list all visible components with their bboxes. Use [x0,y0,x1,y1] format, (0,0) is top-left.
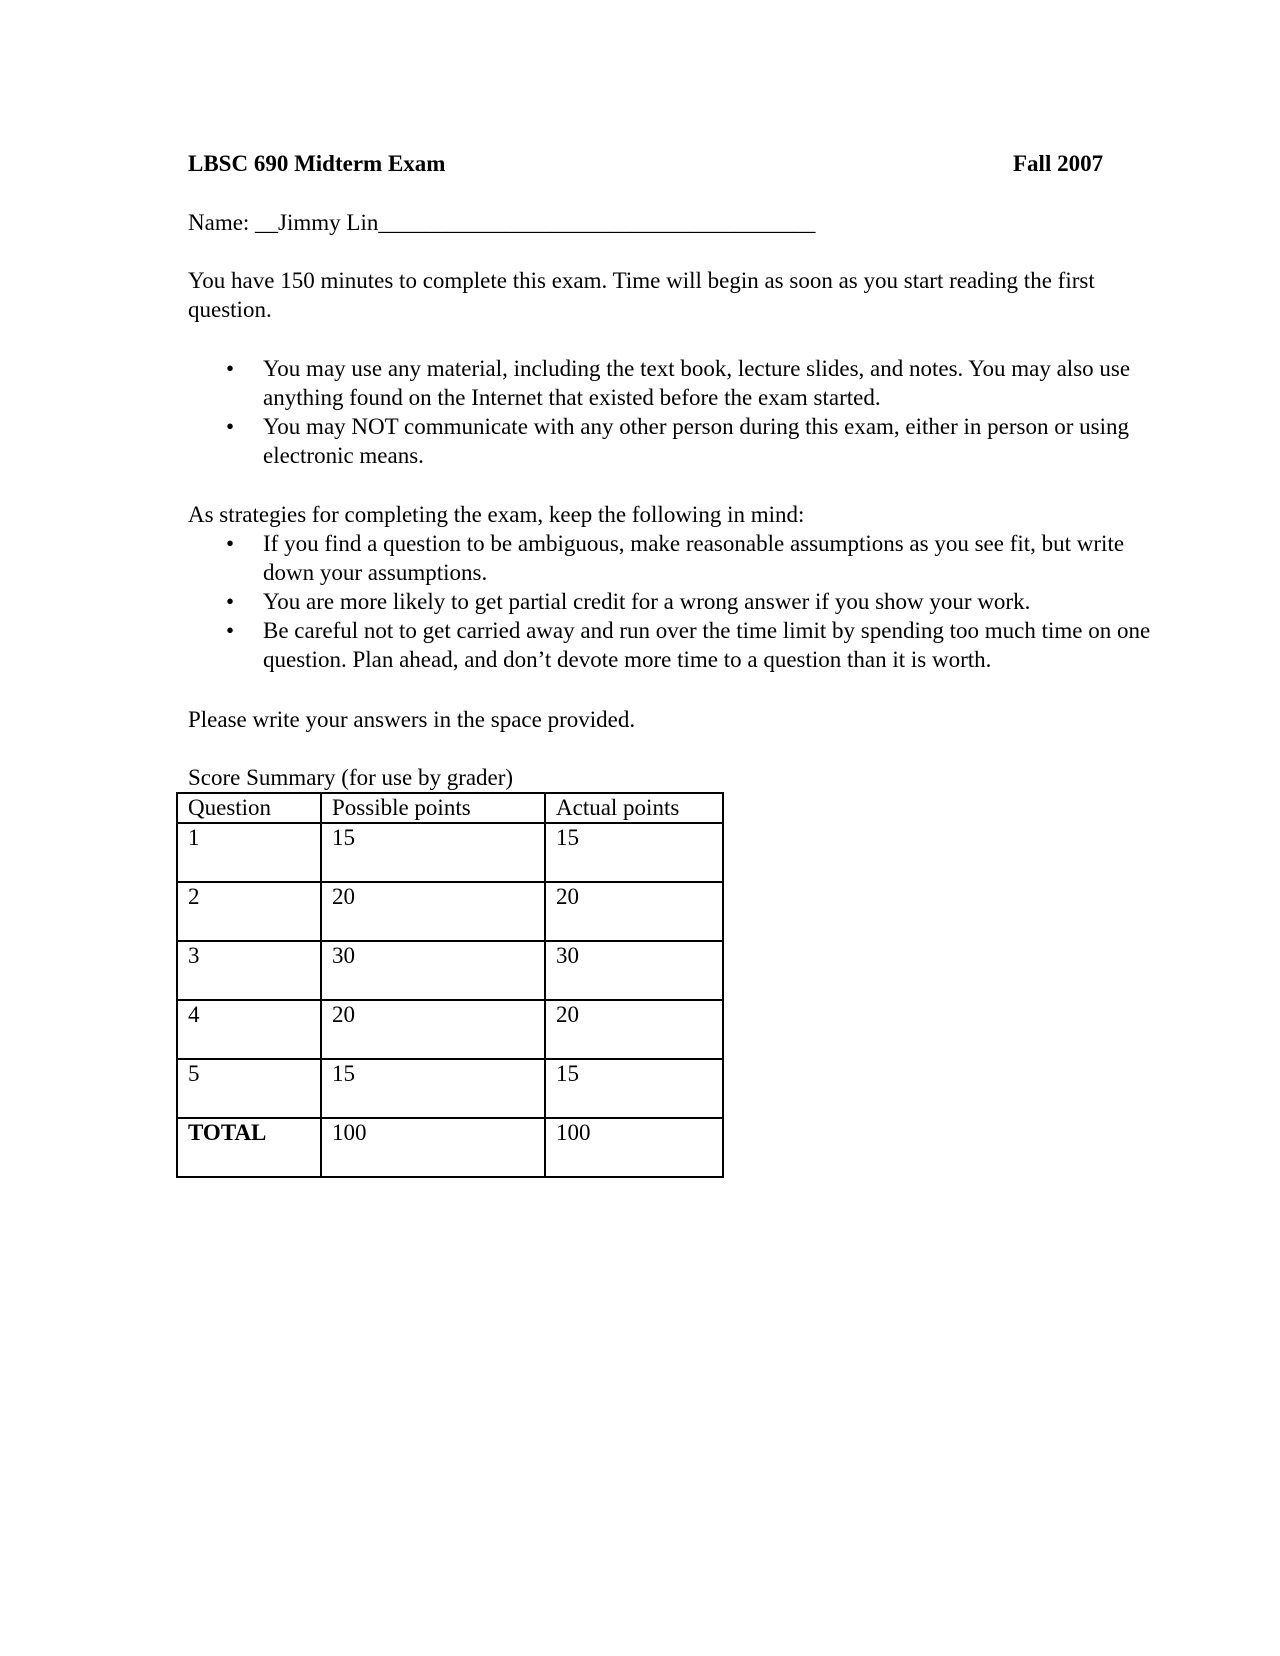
bullet-icon: • [226,356,235,381]
actual-points-cell: 20 [545,1000,723,1059]
exam-rules-list [188,354,1168,470]
possible-points-cell: 20 [321,1000,545,1059]
answers-note: Please write your answers in the space provided. [188,707,636,732]
list-item [188,354,1168,412]
strategies-list [188,529,1168,674]
possible-points-cell: 20 [321,882,545,941]
exam-title: LBSC 690 Midterm Exam [188,151,446,176]
table-row [177,941,723,1000]
possible-points-total-cell: 100 [321,1118,545,1177]
table-header-row [177,793,723,823]
question-cell: 3 [177,941,321,1000]
bullet-icon: • [226,531,235,556]
possible-points-cell: 15 [321,1059,545,1118]
bullet-icon: • [226,414,235,439]
header-question: Question [177,793,321,823]
total-label-cell: TOTAL [177,1118,321,1177]
actual-points-cell: 20 [545,882,723,941]
rule-text: You may use any material, including the text book, lecture slides, and notes. You may also use anything found on the Internet that existed before the exam started. [263,356,1131,410]
question-cell: 5 [177,1059,321,1118]
table-total-row [177,1118,723,1177]
header-possible-points: Possible points [321,793,545,823]
list-item [188,412,1168,470]
question-cell: 4 [177,1000,321,1059]
student-name-line: Name: __Jimmy Lin______________________________________ [188,210,816,235]
rule-text: You may NOT communicate with any other person during this exam, either in person or using electronic means. [263,414,1129,468]
question-cell: 1 [177,823,321,882]
possible-points-cell: 15 [321,823,545,882]
exam-term: Fall 2007 [1013,151,1104,176]
table-row [177,1000,723,1059]
list-item [188,616,1168,674]
header-actual-points: Actual points [545,793,723,823]
strategies-heading: As strategies for completing the exam, keep the following in mind: [188,502,805,527]
actual-points-cell: 15 [545,1059,723,1118]
strategy-text: If you find a question to be ambiguous, make reasonable assumptions as you see fit, but write down your assumptions. [263,531,1125,585]
list-item [188,529,1168,587]
exam-instructions-intro: You have 150 minutes to complete this exam. Time will begin as soon as you start reading the first question. [188,268,1095,322]
bullet-icon: • [226,589,235,614]
strategy-text: Be careful not to get carried away and run over the time limit by spending too much time on one question. Plan ahead, and don’t devote more time to a question than it is worth. [263,618,1151,672]
actual-points-cell: 15 [545,823,723,882]
strategy-text: You are more likely to get partial credit for a wrong answer if you show your work. [263,589,1031,614]
bullet-icon: • [226,618,235,643]
question-cell: 2 [177,882,321,941]
actual-points-total-cell: 100 [545,1118,723,1177]
actual-points-cell: 30 [545,941,723,1000]
table-row [177,882,723,941]
list-item [188,587,1168,616]
possible-points-cell: 30 [321,941,545,1000]
table-row [177,1059,723,1118]
score-summary-caption: Score Summary (for use by grader) [188,765,514,790]
table-row [177,823,723,882]
score-summary-table [176,792,724,1178]
